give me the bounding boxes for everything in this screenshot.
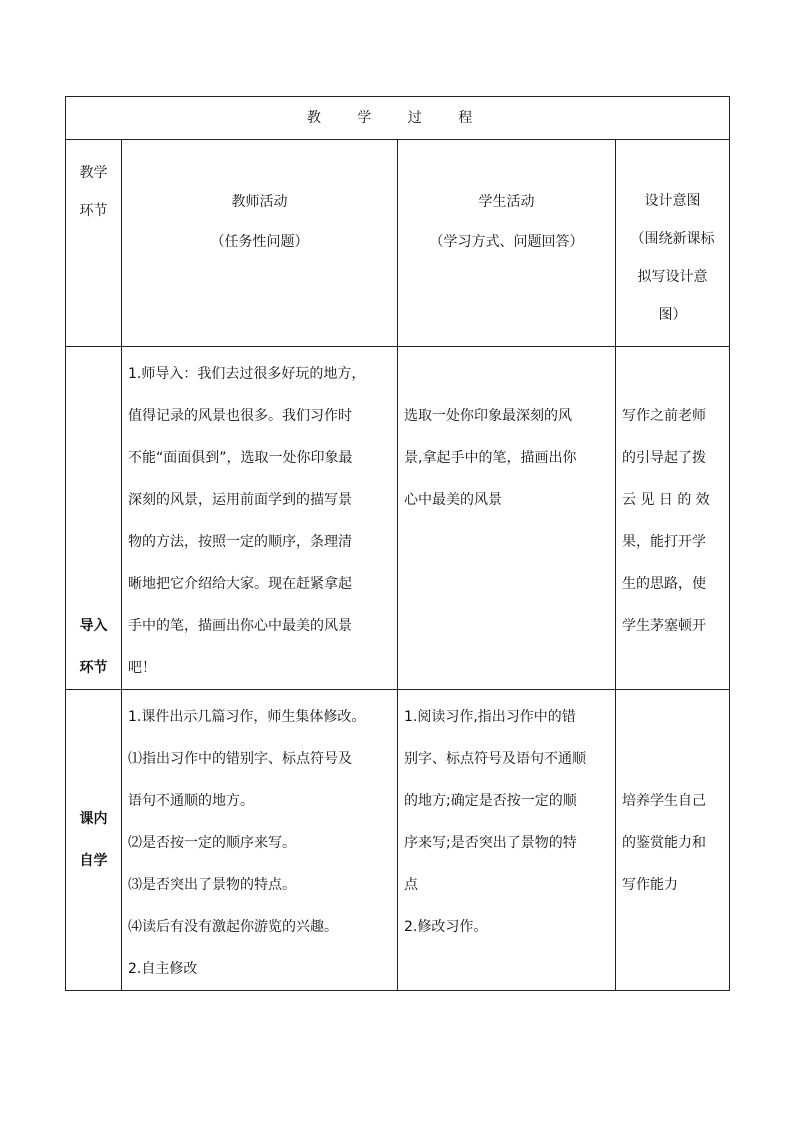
header-row (66, 140, 730, 347)
teacher-header-line1: 教师活动 (231, 194, 288, 210)
student-line: 2.修改习作。 (404, 919, 488, 935)
teacher-header-line2: （任务性问题） (210, 234, 309, 250)
intent-header-line2: （围绕新课标 (630, 231, 715, 247)
teacher-activity-self (122, 690, 398, 991)
intent-header-line1: 设计意图 (644, 193, 701, 209)
table-row (66, 690, 730, 991)
student-line: 的地方;确定是否按一定的顺 (404, 793, 577, 809)
stage-line1: 课内 (79, 811, 108, 827)
intent-line: 生的思路，使 (622, 576, 706, 592)
stage-line2: 自学 (79, 853, 108, 869)
intent-line: 写作之前老师 (622, 408, 706, 424)
teacher-line: 吧！ (128, 660, 156, 676)
intent-line: 学生茅塞顿开 (622, 618, 706, 634)
teacher-line: ⑷读后有没有激起你游览的兴趣。 (128, 919, 338, 935)
intent-line: 写作能力 (622, 877, 678, 893)
student-line: 景,拿起手中的笔，描画出你 (404, 450, 577, 466)
stage-cell-intro (66, 347, 122, 690)
design-intent-intro (616, 347, 730, 690)
teacher-line: ⑵是否按一定的顺序来写。 (128, 835, 296, 851)
teacher-line: 语句不通顺的地方。 (128, 793, 254, 809)
teacher-line: 手中的笔，描画出你心中最美的风景 (128, 618, 352, 634)
intent-header (616, 140, 730, 347)
teacher-line: 不能“面面俱到”，选取一处你印象最 (128, 450, 353, 466)
student-line: 1.阅读习作,指出习作中的错 (404, 709, 576, 725)
student-activity-self (398, 690, 616, 991)
student-line: 序来写;是否突出了景物的特 (404, 835, 577, 851)
stage-header (66, 140, 122, 347)
student-activity-intro (398, 347, 616, 690)
teacher-line: ⑶是否突出了景物的特点。 (128, 877, 296, 893)
intent-line: 果，能打开学 (622, 534, 706, 550)
stage-cell-self (66, 690, 122, 991)
teacher-line: ⑴指出习作中的错别字、标点符号及 (128, 751, 352, 767)
teacher-line: 物的方法，按照一定的顺序，条理清 (128, 534, 352, 550)
stage-line2: 环节 (79, 660, 108, 676)
intent-header-line4: 图） (658, 307, 687, 323)
design-intent-self (616, 690, 730, 991)
student-header-line2: （学习方式、问题回答） (429, 234, 584, 250)
intent-line: 云 见 日 的 效 (622, 492, 710, 508)
teacher-line: 1.课件出示几篇习作，师生集体修改。 (128, 709, 366, 725)
table-title: 教 学 过 程 (66, 97, 730, 140)
teacher-line: 晰地把它介绍给大家。现在赶紧拿起 (128, 576, 352, 592)
intent-header-line3: 拟写设计意 (637, 269, 708, 285)
teacher-line: 2.自主修改 (128, 961, 198, 977)
teacher-line: 值得记录的风景也很多。我们习作时 (128, 408, 352, 424)
stage-header-line2: 环节 (79, 203, 108, 219)
student-header-line1: 学生活动 (478, 194, 535, 210)
teacher-line: 深刻的风景，运用前面学到的描写景 (128, 492, 352, 508)
intent-line: 培养学生自己 (622, 793, 706, 809)
student-line: 别字、标点符号及语句不通顺 (404, 751, 586, 767)
teacher-activity-intro (122, 347, 398, 690)
teaching-process-table (65, 96, 730, 991)
teacher-header (122, 140, 398, 347)
student-line: 心中最美的风景 (404, 492, 502, 508)
student-line: 选取一处你印象最深刻的风 (404, 408, 572, 424)
teacher-line: 1.师导入：我们去过很多好玩的地方， (128, 366, 366, 382)
student-header (398, 140, 616, 347)
student-line: 点 (404, 877, 418, 893)
intent-line: 的鉴赏能力和 (622, 835, 706, 851)
table-row (66, 347, 730, 690)
stage-header-line1: 教学 (79, 165, 108, 181)
intent-line: 的引导起了拨 (622, 450, 706, 466)
stage-line1: 导入 (79, 618, 108, 634)
